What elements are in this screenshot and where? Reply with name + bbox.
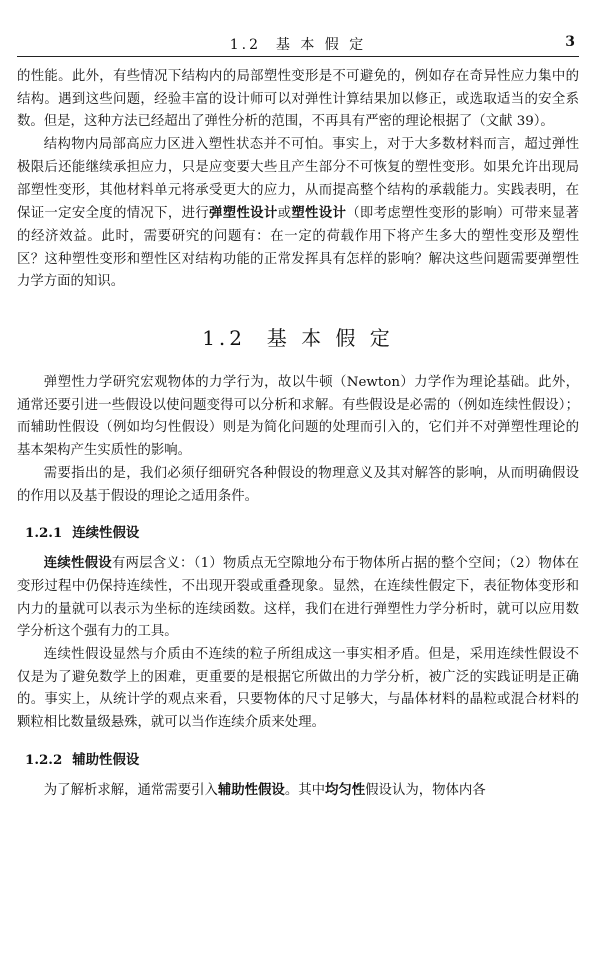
para5-text: 有两层含义：（1）物质点无空隙地分布于物体所占据的整个空间；（2）物体在变形过程中仍保持连续性，不出现开裂或重叠现象。显然，在连续性假定下，表征物体变形和内力的量就可以表示为坐标的连续函数。这样，我们在进行弹塑性力学分析时，就可以应用数学分析这个强有力的工具。 (17, 556, 580, 640)
paragraph-assumptions-intro: 弹塑性力学研究宏观物体的力学行为，故以牛顿（Newton）力学作为理论基础。此外，通常还要引进一些假设以使问题变得可以分析和求解。有些假设是必需的（例如连续性假设）；而辅助性假设（例如均匀性假设）则是为简化问题的处理而引入的，它们并不对弹塑性理论的基本架构产生实质性的影响。 (17, 375, 579, 459)
paragraph-continued: 的性能。此外，有些情况下结构内的局部塑性变形是不可避免的，例如存在奇异性应力集中的结构。遇到这些问题，经验丰富的设计师可以对弹性计算结果加以修正，或选取适当的安全系数。但是，这种方法已经超出了弹性分析的范围，不再具有严密的理论根据了（文献 39）。 (17, 69, 579, 130)
paragraph-continuity-definition (17, 552, 579, 644)
para7-text-d: 假设认为，物体内各 (365, 782, 486, 798)
term-elastoplastic-design: 弹塑性设计 (209, 205, 278, 222)
term-auxiliary-assumption: 辅助性假设 (217, 781, 285, 798)
section-number: 1.2 (202, 326, 246, 351)
subsection-title: 辅助性假设 (72, 751, 140, 768)
para2-text-a: 结构物内局部高应力区进入塑性状态并不可怕。事实上，对于大多数材料而言，超过弹性极限后还能继续承担应力，只是应变要大些且产生部分不可恢复的塑性变形。如果允许出现局部塑性变形，其他材料单元将承受更大的应力，从而提高整个结构的承载能力。实践表明，在保证一定安全度的情况下，进行 (17, 137, 579, 222)
term-continuity-assumption: 连续性假设 (43, 555, 112, 572)
paragraph-plastic-design (17, 134, 579, 294)
paragraph-continuity-justification: 连续性假设显然与介质由不连续的粒子所组成这一事实相矛盾。但是，采用连续性假设不仅是为了避免数学上的困难，更重要的是根据它所做出的力学分析，被广泛的实践证明是正确的。事实上，从统计学的观点来看，只要物体的尺寸足够大，与晶体材料的晶粒或混合材料的颗粒相比数量级悬殊，就可以当作连续介质来处理。 (17, 647, 579, 731)
para7-text-a: 为了解析求解，通常需要引入 (43, 782, 218, 798)
para7-text-c: 。其中 (284, 782, 325, 798)
section-heading (17, 322, 579, 351)
subsection-number: 1.2.2 (25, 751, 63, 768)
running-head-section: 1.2 (229, 37, 261, 53)
page-number: 3 (565, 34, 575, 50)
running-head-title (17, 34, 579, 54)
running-head (17, 34, 579, 57)
term-homogeneity: 均匀性 (325, 781, 366, 798)
para2-text-c: 或 (277, 206, 292, 222)
para2-text-d: （即考虑塑性变形的影响）可带来显著的经济效益。此时，需要研究的问题有：在一定的荷载作用下将产生多大的塑性变形及塑性区？这种塑性变形和塑性区对结构功能的正常发挥具有怎样的影响？解决这些问题需要弹塑性力学方面的知识。 (17, 206, 580, 290)
section-title: 基 本 假 定 (266, 326, 394, 351)
subsection-heading-continuity (25, 522, 579, 541)
running-head-text: 基 本 假 定 (275, 37, 367, 53)
page-body (17, 66, 579, 803)
paragraph-auxiliary (17, 779, 579, 803)
term-plastic-design: 塑性设计 (291, 205, 347, 222)
subsection-title: 连续性假设 (72, 525, 140, 542)
subsection-number: 1.2.1 (25, 525, 63, 542)
paragraph-assumptions-note: 需要指出的是，我们必须仔细研究各种假设的物理意义及其对解答的影响，从而明确假设的作用以及基于假设的理论之适用条件。 (17, 465, 579, 504)
subsection-heading-auxiliary (25, 749, 579, 768)
